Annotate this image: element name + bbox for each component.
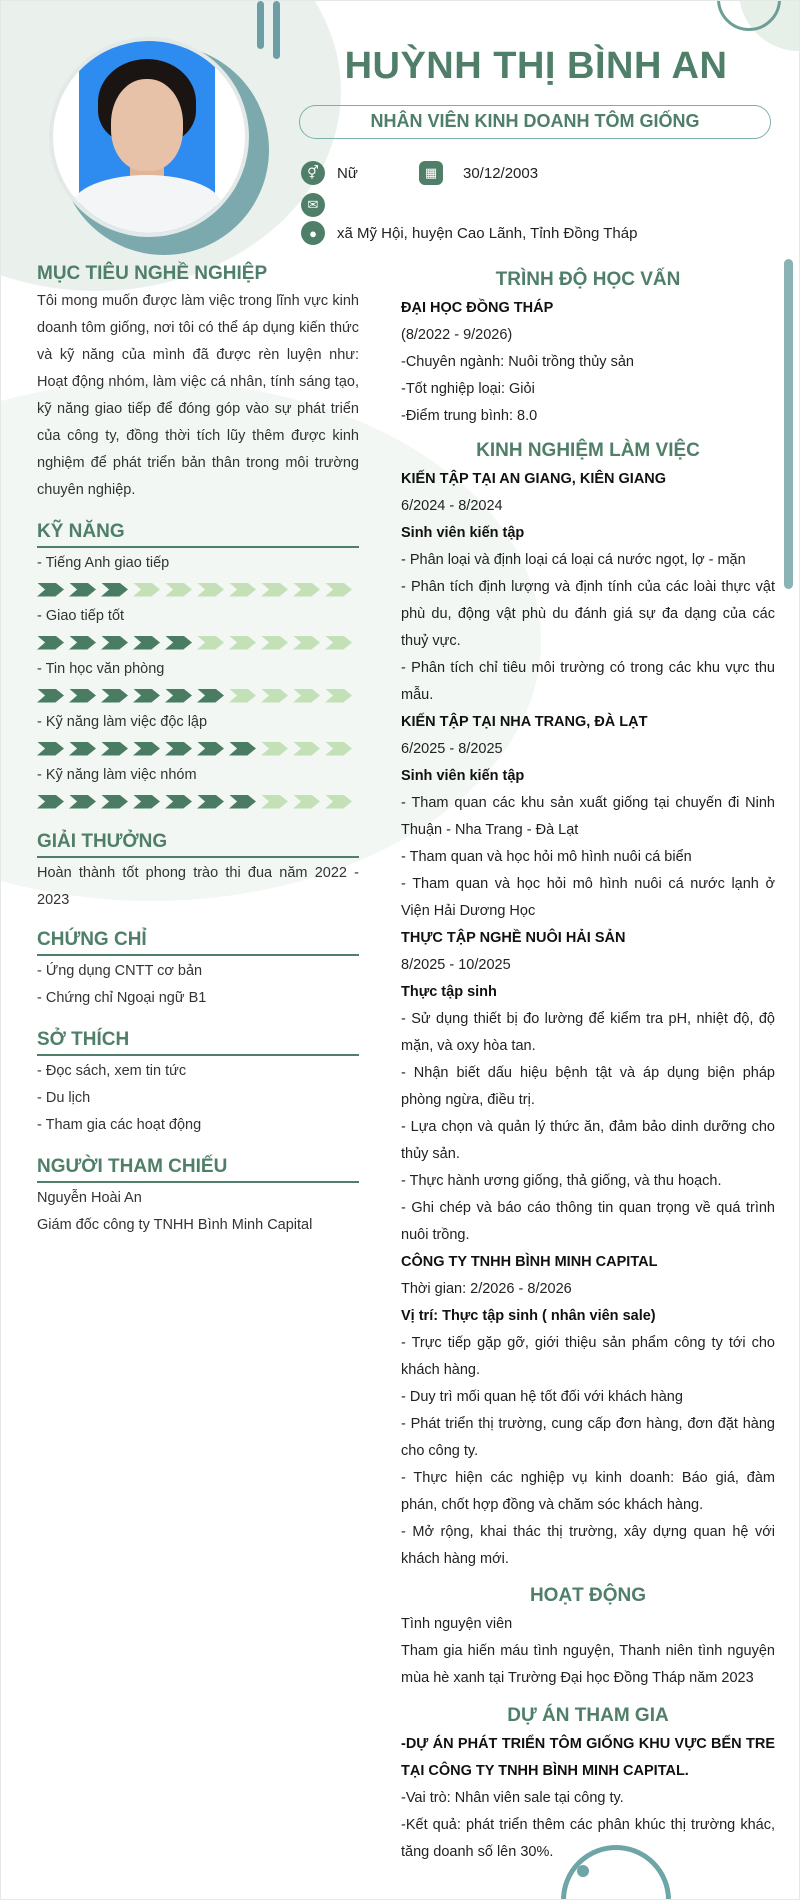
job-task: - Phân tích định lượng và định tính của các loài thực vật phù du, động vật phù du đánh giá sự đa dạng của các thuỷ vực. [401,579,775,649]
objective-section [37,263,359,504]
hobbies-section [37,1029,359,1139]
job-task: - Thực hiện các nghiệp vụ kinh doanh: Báo giá, đàm phán, chốt hợp đồng và chăm sóc khách hàng. [401,1470,775,1513]
rating-arrow-filled [101,583,128,597]
rating-arrow-filled [69,636,96,650]
skill-name: - Tiếng Anh giao tiếp [37,555,170,571]
job-task: - Ghi chép và báo cáo thông tin quan trọng về quá trình nuôi trồng. [401,1200,775,1243]
project-result: -Kết quả: phát triển thêm các phân khúc thị trường khác, tăng doanh số lên 30%. [401,1817,775,1860]
job-period: 6/2024 - 8/2024 [401,498,503,514]
photo-background [79,41,215,237]
job-task: - Trực tiếp gặp gỡ, giới thiệu sản phẩm công ty tới cho khách hàng. [401,1335,775,1378]
activity-name: Tình nguyện viên [401,1616,513,1632]
project-name: -DỰ ÁN PHÁT TRIỂN TÔM GIỐNG KHU VỰC BẾN TRE TẠI CÔNG TY TNHH BÌNH MINH CAPITAL. [401,1736,775,1779]
rating-arrow-filled [165,795,192,809]
rating-arrow-filled [133,636,160,650]
rating-arrow-empty [229,583,256,597]
skill-rating [37,788,359,815]
rating-arrow-filled [197,689,224,703]
skill-rating [37,682,359,709]
address-value: xã Mỹ Hội, huyện Cao Lãnh, Tỉnh Đồng Tháp [337,224,638,242]
project-role: -Vai trò: Nhân viên sale tại công ty. [401,1790,624,1806]
calendar-icon: ▦ [419,161,443,185]
birthday-row [419,161,538,185]
rating-arrow-filled [197,742,224,756]
rating-arrow-filled [37,795,64,809]
rating-arrow-filled [101,795,128,809]
rating-arrow-filled [133,689,160,703]
job-task: - Thực hành ương giống, thả giống, và thu hoạch. [401,1173,722,1189]
hobby-item: - Tham gia các hoạt động [37,1117,202,1133]
rating-arrow-filled [101,636,128,650]
reference-name: Nguyễn Hoài An [37,1190,142,1206]
rating-arrow-empty [325,689,352,703]
job-company: KIẾN TẬP TẠI AN GIANG, KIÊN GIANG [401,471,667,487]
skills-heading: KỸ NĂNG [37,521,359,548]
rating-arrow-empty [293,795,320,809]
job-role: Sinh viên kiến tập [401,768,525,784]
certificates-section [37,929,359,1012]
rating-arrow-empty [261,795,288,809]
skill-rating [37,735,359,762]
job-period: 8/2025 - 10/2025 [401,957,511,973]
email-icon: ✉ [301,193,325,217]
job-task: - Tham quan và học hỏi mô hình nuôi cá biển [401,849,692,865]
hobby-item: - Du lịch [37,1090,91,1106]
rating-arrow-filled [197,795,224,809]
rating-arrow-filled [69,795,96,809]
rating-arrow-filled [69,689,96,703]
education-heading: TRÌNH ĐỘ HỌC VẤN [495,269,681,290]
education-section [401,265,775,430]
job-period: 6/2025 - 8/2025 [401,741,503,757]
rating-arrow-empty [261,583,288,597]
skill-name: - Tin học văn phòng [37,661,165,677]
photo-shirt [72,175,222,237]
education-school: ĐẠI HỌC ĐỒNG THÁP [401,300,554,316]
rating-arrow-empty [293,636,320,650]
rating-arrow-filled [229,742,256,756]
decor-dot-bottom-right [577,1865,589,1877]
avatar [49,37,249,237]
skill-name: - Kỹ năng làm việc độc lập [37,714,208,730]
rating-arrow-filled [69,583,96,597]
job-task: - Duy trì mối quan hệ tốt đối với khách hàng [401,1389,683,1405]
jobs-list [401,466,775,1573]
skills-list [37,550,359,815]
projects-section [401,1701,775,1866]
rating-arrow-empty [133,583,160,597]
projects-heading: DỰ ÁN THAM GIA [507,1705,669,1726]
job-task: - Phát triển thị trường, cung cấp đơn hàng, đơn đặt hàng cho công ty. [401,1416,775,1459]
job-task: - Lựa chọn và quản lý thức ăn, đảm bảo dinh dưỡng cho thủy sản. [401,1119,775,1162]
birthday-value: 30/12/2003 [463,164,539,182]
rating-arrow-empty [293,689,320,703]
rating-arrow-empty [229,636,256,650]
rating-arrow-filled [37,689,64,703]
job-task: - Phân loại và định loại cá loại cá nước ngọt, lợ - mặn [401,552,746,568]
objective-heading: MỤC TIÊU NGHỀ NGHIỆP [37,263,268,284]
gender-icon: ⚥ [301,161,325,185]
job-company: THỰC TẬP NGHỀ NUÔI HẢI SẢN [401,930,626,946]
gender-row [301,161,358,185]
rating-arrow-empty [261,636,288,650]
job-task: - Tham quan các khu sản xuất giống tại chuyến đi Ninh Thuận - Nha Trang - Đà Lạt [401,795,775,838]
job-role: Thực tập sinh [401,984,497,1000]
hobby-item: - Đọc sách, xem tin tức [37,1063,187,1079]
rating-arrow-filled [37,636,64,650]
profile-photo [49,37,259,247]
rating-arrow-empty [197,636,224,650]
job-role: Sinh viên kiến tập [401,525,525,541]
objective-text: Tôi mong muốn được làm việc trong lĩnh vực kinh doanh tôm giống, nơi tôi có thể áp dụng kiến thức và kỹ năng của mình đã được rèn luyện như: Hoạt động nhóm, làm việc cá nhân, tính sáng tạo, kỹ năng giao tiếp để đóng góp vào sự phát triển của công ty, đồng thời tích lũy thêm được kinh nghiệm để phát triển bản thân trong môi trường chuyên nghiệp. [37,293,359,498]
rating-arrow-filled [101,742,128,756]
rating-arrow-filled [133,742,160,756]
rating-arrow-empty [261,689,288,703]
awards-heading: GIẢI THƯỞNG [37,831,359,858]
awards-section [37,831,359,914]
address-row [301,221,637,245]
photo-face [111,79,183,171]
rating-arrow-filled [165,742,192,756]
skills-section [37,521,359,815]
rating-arrow-filled [229,795,256,809]
location-icon: ● [301,221,325,245]
rating-arrow-empty [325,636,352,650]
rating-arrow-empty [165,583,192,597]
job-task: - Tham quan và học hỏi mô hình nuôi cá nước lạnh ở Viện Hải Dương Học [401,876,775,919]
rating-arrow-empty [197,583,224,597]
decor-bar-right [784,259,793,589]
rating-arrow-filled [101,689,128,703]
rating-arrow-filled [165,636,192,650]
rating-arrow-empty [325,795,352,809]
job-title: NHÂN VIÊN KINH DOANH TÔM GIỐNG [299,105,771,139]
awards-text: Hoàn thành tốt phong trào thi đua năm 2022 - 2023 [37,865,359,908]
skill-rating [37,576,359,603]
activity-text: Tham gia hiến máu tình nguyện, Thanh niên tình nguyện mùa hè xanh tại Trường Đại học Đồng Tháp năm 2023 [401,1643,775,1686]
skill-rating [37,629,359,656]
job-task: - Phân tích chỉ tiêu môi trường có trong các khu vực thu mẫu. [401,660,775,703]
hobbies-heading: SỞ THÍCH [37,1029,359,1056]
email-row [301,193,337,217]
reference-heading: NGƯỜI THAM CHIẾU [37,1156,359,1183]
rating-arrow-empty [293,583,320,597]
skill-name: - Giao tiếp tốt [37,608,125,624]
rating-arrow-empty [229,689,256,703]
skill-name: - Kỹ năng làm việc nhóm [37,767,197,783]
rating-arrow-filled [69,742,96,756]
job-role: Vị trí: Thực tập sinh ( nhân viên sale) [401,1308,656,1324]
activities-section [401,1581,775,1692]
education-major: -Chuyên ngành: Nuôi trồng thủy sản [401,354,634,370]
gender-value: Nữ [337,164,358,182]
candidate-name: HUỲNH THỊ BÌNH AN [344,45,728,87]
job-task: - Sử dụng thiết bị đo lường để kiểm tra pH, nhiệt độ, độ mặn, và oxy hòa tan. [401,1011,775,1054]
certificates-heading: CHỨNG CHỈ [37,929,359,956]
job-company: CÔNG TY TNHH BÌNH MINH CAPITAL [401,1254,658,1270]
rating-arrow-empty [325,742,352,756]
job-company: KIẾN TẬP TẠI NHA TRANG, ĐÀ LẠT [401,714,648,730]
job-task: - Nhận biết dấu hiệu bệnh tật và áp dụng biện pháp phòng ngừa, điều trị. [401,1065,775,1108]
rating-arrow-filled [165,689,192,703]
job-task: - Mở rộng, khai thác thị trường, xây dựng quan hệ với khách hàng mới. [401,1524,775,1567]
decor-bar-top-2 [273,1,280,59]
experience-heading: KINH NGHIỆM LÀM VIỆC [476,440,700,461]
education-gpa: -Điểm trung bình: 8.0 [401,408,538,424]
rating-arrow-filled [37,583,64,597]
rating-arrow-empty [325,583,352,597]
rating-arrow-filled [37,742,64,756]
reference-section [37,1156,359,1239]
experience-section [401,436,775,1573]
certificate-item: - Chứng chỉ Ngoại ngữ B1 [37,990,207,1006]
education-grade: -Tốt nghiệp loại: Giỏi [401,381,535,397]
rating-arrow-filled [133,795,160,809]
rating-arrow-empty [261,742,288,756]
certificate-item: - Ứng dụng CNTT cơ bản [37,963,203,979]
activities-heading: HOẠT ĐỘNG [529,1585,647,1606]
reference-position: Giám đốc công ty TNHH Bình Minh Capital [37,1217,313,1233]
job-period: Thời gian: 2/2026 - 8/2026 [401,1281,572,1297]
rating-arrow-empty [293,742,320,756]
education-period: (8/2022 - 9/2026) [401,327,513,343]
